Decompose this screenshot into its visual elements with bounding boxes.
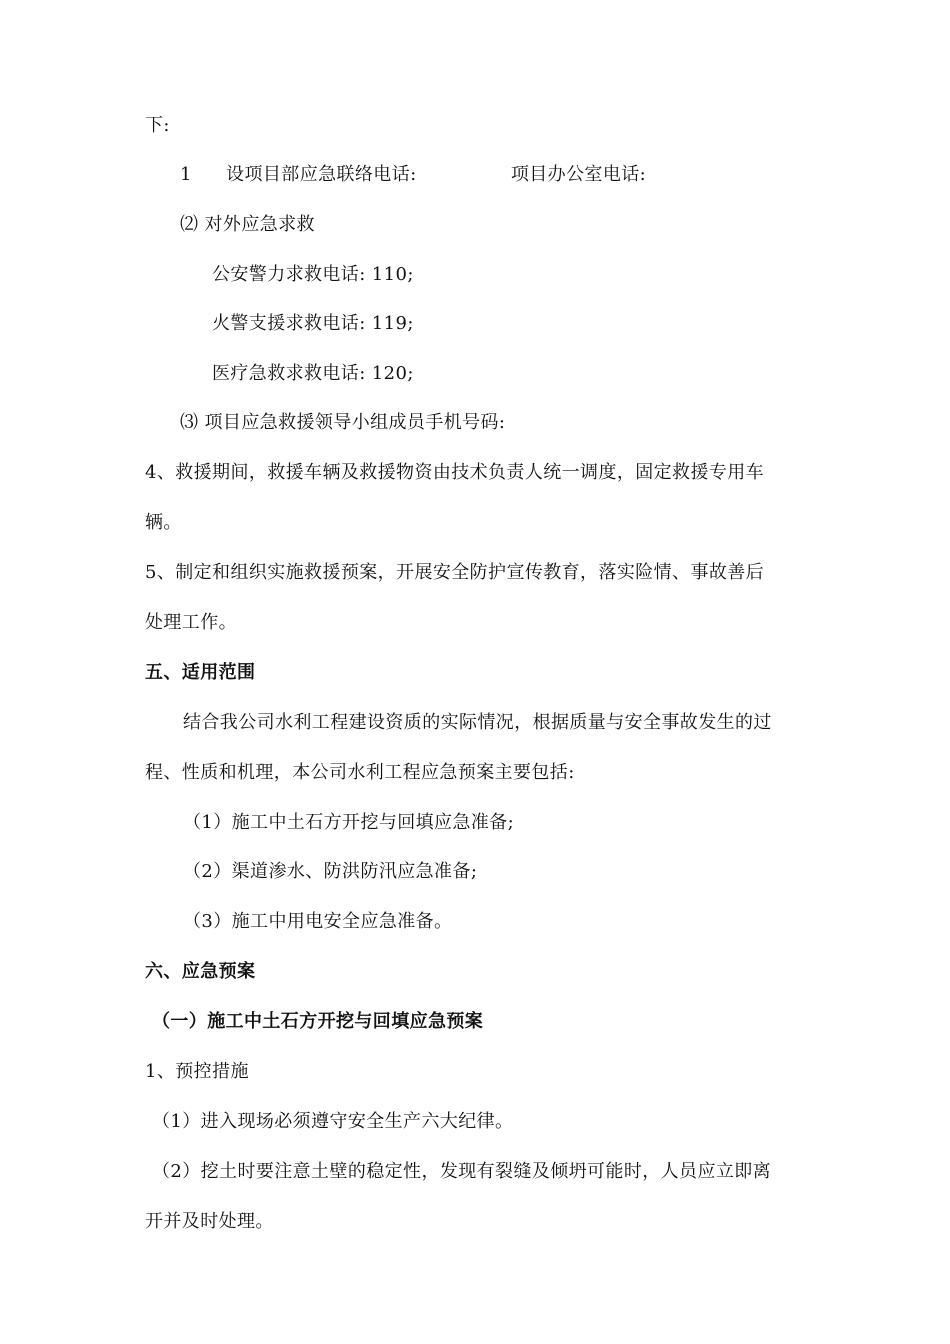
project-emergency-phone-label: 设项目部应急联络电话:: [226, 164, 417, 185]
paragraph-line: 开并及时处理。: [145, 1211, 274, 1232]
text-line: 下:: [145, 115, 170, 136]
fire-phone-line: 火警支援求救电话: 119;: [212, 313, 414, 334]
paragraph-line: 处理工作。: [145, 612, 237, 633]
leader-group-phone-line: ⑶ 项目应急救援领导小组成员手机号码:: [180, 412, 506, 433]
external-rescue-heading: ⑵ 对外应急求救: [180, 214, 315, 235]
paragraph-line: 结合我公司水利工程建设资质的实际情况，根据质量与安全事故发生的过: [183, 712, 772, 733]
paragraph-line: 1、预控措施: [145, 1061, 249, 1082]
item-number: 1: [180, 164, 192, 185]
paragraph-line: 辆。: [145, 512, 182, 533]
medical-phone-line: 医疗急救求救电话: 120;: [212, 363, 414, 384]
list-item: （2）渠道渗水、防洪防汛应急准备;: [183, 861, 478, 882]
list-item: （1）进入现场必须遵守安全生产六大纪律。: [152, 1111, 514, 1132]
paragraph-line: 程、性质和机理，本公司水利工程应急预案主要包括:: [145, 762, 575, 783]
subsection-heading: （一）施工中土石方开挖与回填应急预案: [152, 1011, 484, 1032]
list-item: （3）施工中用电安全应急准备。: [183, 911, 453, 932]
paragraph-line: 5、制定和组织实施救援预案，开展安全防护宣传教育，落实险情、事故善后: [145, 562, 765, 583]
police-phone-line: 公安警力求救电话: 110;: [212, 264, 414, 285]
paragraph-line: 4、救援期间，救援车辆及救援物资由技术负责人统一调度，固定救援专用车: [145, 462, 765, 483]
section-heading-plan: 六、应急预案: [145, 961, 256, 982]
section-heading-scope: 五、适用范围: [145, 662, 256, 683]
project-office-phone-label: 项目办公室电话:: [510, 164, 647, 185]
list-item: （2）挖土时要注意土壁的稳定性，发现有裂缝及倾坍可能时，人员应立即离: [152, 1161, 772, 1182]
contact-phone-line: [180, 163, 850, 187]
list-item: （1）施工中土石方开挖与回填应急准备;: [183, 812, 515, 833]
